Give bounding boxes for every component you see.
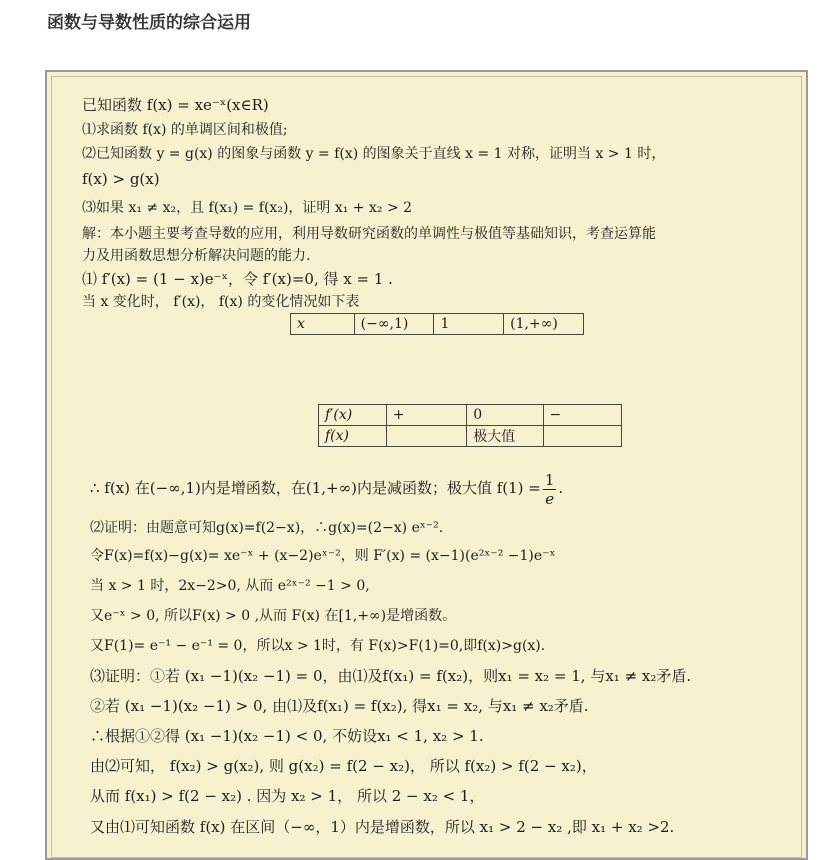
solution-intro-line-1: 解：本小题主要考查导数的应用，利用导数研究函数的单调性与极值等基础知识，考查运算能 — [82, 226, 656, 242]
variation-table-header — [290, 313, 584, 335]
table-cell: 0 — [467, 405, 543, 426]
part3-line-1: ⑶证明：①若 (x₁ −1)(x₂ −1) = 0，由⑴及f(x₁) = f(x₂)，则x₁ = x₂ = 1, 与x₁ ≠ x₂矛盾. — [90, 667, 692, 685]
fraction-denominator: e — [545, 489, 555, 508]
fraction-one-over-e — [543, 471, 557, 508]
table-cell: 极大值 — [467, 426, 543, 447]
part2-line-3: 当 x > 1 时，2x−2>0, 从而 e²ˣ⁻² −1 > 0, — [90, 578, 370, 594]
table-row — [319, 426, 622, 447]
part3-line-6: 又由⑴可知函数 f(x) 在区间（−∞，1）内是增函数，所以 x₁ > 2 − x₂ ,即 x₁ + x₂ >2. — [90, 818, 675, 836]
part1-derivative: ⑴ f′(x) = (1 − x)e⁻ˣ，令 f′(x)=0, 得 x = 1 . — [82, 270, 393, 288]
part2-line-4: 又e⁻ˣ > 0, 所以F(x) > 0 ,从而 F(x) 在[1,+∞)是增函数。 — [90, 608, 457, 624]
part1-table-intro: 当 x 变化时， f′(x)， f(x) 的变化情况如下表 — [82, 294, 360, 310]
table-cell: f′(x) — [319, 405, 387, 426]
question-2-line-2: f(x) > g(x) — [82, 170, 160, 188]
part1-conclusion-text: ∴ f(x) 在(−∞,1)内是增函数，在(1,+∞)内是减函数；极大值 f(1) = — [90, 479, 541, 497]
table-cell: x — [291, 314, 355, 335]
table-cell: 1 — [434, 314, 504, 335]
fraction-numerator: 1 — [544, 470, 555, 489]
page-title: 函数与导数性质的综合运用 — [47, 13, 251, 33]
part2-line-2: 令F(x)=f(x)−g(x)= xe⁻ˣ + (x−2)eˣ⁻²，则 F′(x) = (x−1)(e²ˣ⁻² −1)e⁻ˣ — [90, 548, 556, 564]
table-cell — [543, 426, 621, 447]
problem-statement: 已知函数 f(x) = xe⁻ˣ(x∈R) — [82, 96, 269, 114]
table-cell: + — [386, 405, 467, 426]
part3-line-4: 由⑵可知， f(x₂) > g(x₂), 则 g(x₂) = f(2 − x₂)， 所以 f(x₂) > f(2 − x₂)， — [90, 757, 597, 775]
question-3: ⑶如果 x₁ ≠ x₂，且 f(x₁) = f(x₂)，证明 x₁ + x₂ > 2 — [82, 200, 413, 216]
part3-line-2: ②若 (x₁ −1)(x₂ −1) > 0, 由⑴及f(x₁) = f(x₂), 得x₁ = x₂, 与x₁ ≠ x₂矛盾. — [90, 697, 589, 715]
table-cell: − — [543, 405, 621, 426]
variation-table-body — [318, 404, 622, 447]
part2-line-1: ⑵证明：由题意可知g(x)=f(2−x)，∴g(x)=(2−x) eˣ⁻². — [90, 520, 444, 536]
part3-line-3: ∴根据①②得 (x₁ −1)(x₂ −1) < 0, 不妨设x₁ < 1, x₂ > 1. — [90, 727, 484, 745]
part1-conclusion-end: . — [558, 479, 564, 497]
solution-intro-line-2: 力及用函数思想分析解决问题的能力. — [82, 248, 311, 264]
part2-line-5: 又F(1)= e⁻¹ − e⁻¹ = 0，所以x > 1时，有 F(x)>F(1)=0,即f(x)>g(x). — [90, 638, 546, 654]
table-cell: (−∞,1) — [354, 314, 434, 335]
question-1: ⑴求函数 f(x) 的单调区间和极值; — [82, 122, 288, 138]
table-row — [291, 314, 584, 335]
part1-conclusion — [90, 470, 563, 508]
panel-inner-border — [51, 76, 802, 858]
math-problem-panel — [45, 70, 808, 860]
table-cell: (1,+∞) — [504, 314, 584, 335]
part3-line-5: 从而 f(x₁) > f(2 − x₂) . 因为 x₂ > 1， 所以 2 − x₂ < 1， — [90, 787, 485, 805]
table-cell — [386, 426, 467, 447]
table-row — [319, 405, 622, 426]
question-2-line-1: ⑵已知函数 y = g(x) 的图象与函数 y = f(x) 的图象关于直线 x = 1 对称，证明当 x > 1 时， — [82, 146, 666, 162]
table-cell: f(x) — [319, 426, 387, 447]
